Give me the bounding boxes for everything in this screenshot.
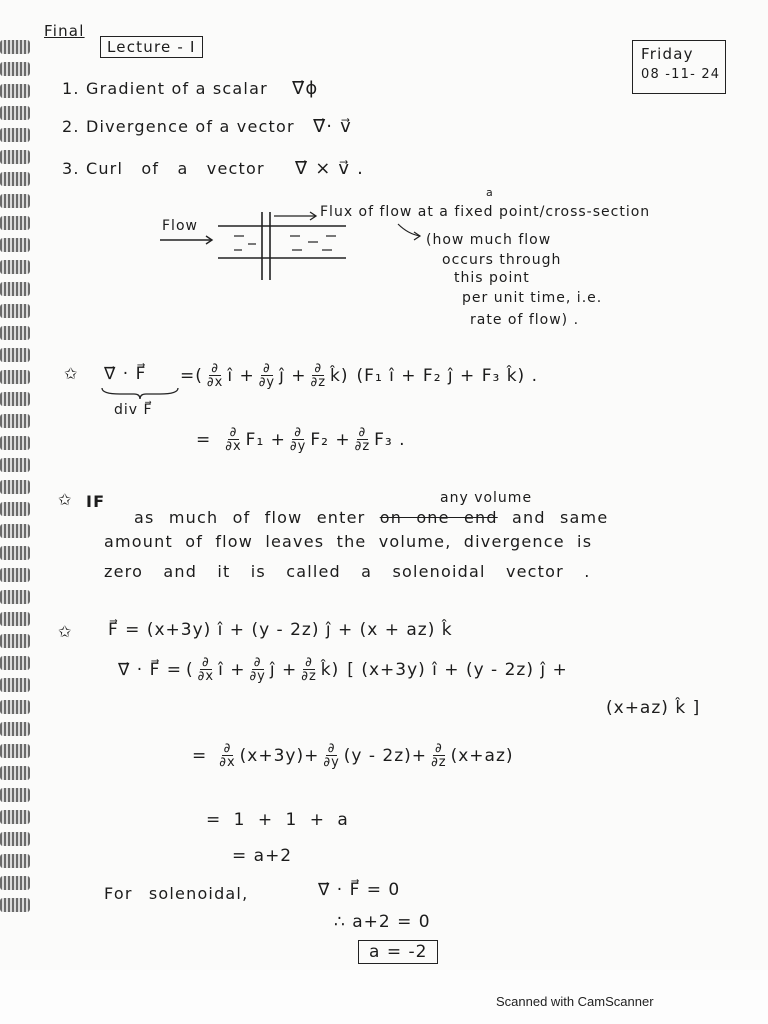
scanner-watermark: Scanned with CamScanner <box>496 994 654 1009</box>
example-vector-line-1: [ (x+3y) î + (y - 2z) ĵ + <box>347 659 568 680</box>
spiral-ring <box>0 62 30 76</box>
spiral-ring <box>0 370 30 384</box>
date-box <box>632 40 726 94</box>
flow-label: Flow <box>162 218 198 234</box>
spiral-ring <box>0 854 30 868</box>
topic-3 <box>62 158 364 179</box>
term: F₂ + <box>310 429 351 450</box>
explanation-line-4: per unit time, i.e. <box>462 290 603 306</box>
spiral-ring <box>0 392 30 406</box>
spiral-ring <box>0 546 30 560</box>
condition-expression: ∇⃗ · F⃗ = 0 <box>318 880 401 900</box>
term: (x+3y)+ <box>239 745 320 766</box>
star-marker-2: ✩ <box>58 490 72 509</box>
spiral-ring <box>0 282 30 296</box>
frac-num: ∂ <box>223 741 232 756</box>
note-line-2: amount of flow leaves the volume, divergence is <box>104 532 593 551</box>
spiral-ring <box>0 238 30 252</box>
div-line-1: =( $\frac{\partial}{\partial x}$ î + $\frac{\partial}{\partial y}$ ĵ + $\frac{\partial}{\partial z}$ k̂ ) (F₁ î + F₂ ĵ + F₃ k̂) . <box>180 361 538 390</box>
frac-den: ∂y <box>289 439 307 454</box>
example-vector-line-2: (x+az) k̂ ] <box>606 698 701 718</box>
div-line-2: = $\frac{\partial}{\partial x}$ F₁ + $\frac{\partial}{\partial y}$ F₂ + $\frac{\partial}{\partial z}$ F₃ . <box>196 425 406 454</box>
spiral-ring <box>0 414 30 428</box>
frac-den: ∂y <box>258 375 276 390</box>
example-step-3: = a+2 <box>232 846 293 866</box>
spiral-ring <box>0 194 30 208</box>
example-div-prefix: ∇⃗ · F⃗ = <box>118 659 183 680</box>
topic-3-number: 3. <box>62 159 80 178</box>
frac-den: ∂z <box>301 669 317 684</box>
underbrace <box>100 386 180 400</box>
unit-term: î + <box>227 365 255 386</box>
explanation-line-1: (how much flow <box>426 232 552 248</box>
condition-label: For solenoidal, <box>104 884 249 903</box>
frac-den: ∂x <box>197 669 215 684</box>
unit-term: k̂ <box>330 365 341 386</box>
day-label: Friday <box>641 45 694 63</box>
spiral-ring <box>0 348 30 362</box>
star-marker-3: ✩ <box>58 622 72 641</box>
frac-den: ∂x <box>225 439 242 454</box>
frac-den: ∂y <box>323 755 340 770</box>
unit-term: ĵ + <box>279 365 307 386</box>
spiral-ring <box>0 480 30 494</box>
spiral-ring <box>0 216 30 230</box>
spiral-ring <box>0 106 30 120</box>
explanation-line-5: rate of flow) . <box>470 312 580 328</box>
frac-den: ∂z <box>354 439 371 454</box>
unit-term: î + <box>218 659 246 680</box>
example-step-2: = 1 + 1 + a <box>206 810 349 830</box>
equals: = <box>192 745 208 766</box>
term: (x+az) <box>450 745 514 766</box>
spiral-ring <box>0 260 30 274</box>
frac-num: ∂ <box>211 361 219 376</box>
spiral-ring <box>0 436 30 450</box>
spiral-ring <box>0 128 30 142</box>
frac-den: ∂z <box>310 375 327 390</box>
spiral-ring <box>0 590 30 604</box>
if-word: IF <box>86 492 106 511</box>
topic-1-symbol: ∇⃗ϕ <box>292 78 319 99</box>
frac-num: ∂ <box>434 741 443 756</box>
final-label: Final <box>44 22 85 40</box>
topic-2 <box>62 116 352 137</box>
note-line-1 <box>134 508 608 527</box>
frac-num: ∂ <box>202 655 210 670</box>
unit-term: k̂ <box>320 659 332 680</box>
note-line-3: zero and it is called a solenoidal vector . <box>104 562 591 581</box>
note-insert: any volume <box>440 490 533 506</box>
spiral-ring <box>0 568 30 582</box>
spiral-binding <box>0 40 34 940</box>
spiral-ring <box>0 700 30 714</box>
explanation-pointer-arrow <box>396 222 426 242</box>
spiral-ring <box>0 766 30 780</box>
vector-components: (F₁ î + F₂ ĵ + F₃ k̂) . <box>356 365 538 386</box>
frac-den: ∂z <box>431 755 447 770</box>
spiral-ring <box>0 876 30 890</box>
spiral-ring <box>0 612 30 626</box>
div-lhs: ∇⃗ · F⃗ <box>104 364 147 384</box>
final-answer: a = -2 <box>358 940 438 964</box>
frac-num: ∂ <box>294 425 302 440</box>
spiral-ring <box>0 40 30 54</box>
flux-title: Flux of flow at a fixed point/cross-section <box>320 204 651 220</box>
note-struck-text: on one end <box>379 508 498 527</box>
topic-1 <box>62 78 318 99</box>
frac-den: ∂x <box>206 375 224 390</box>
spiral-ring <box>0 832 30 846</box>
spiral-ring <box>0 788 30 802</box>
spiral-ring <box>0 172 30 186</box>
explanation-line-2: occurs through <box>442 252 562 268</box>
explanation-line-3: this point <box>454 270 530 286</box>
spiral-ring <box>0 810 30 824</box>
topic-1-number: 1. <box>62 79 80 98</box>
frac-num: ∂ <box>229 425 238 440</box>
spiral-ring <box>0 524 30 538</box>
frac-num: ∂ <box>314 361 323 376</box>
star-marker-1: ✩ <box>64 364 78 383</box>
flux-title-superscript: a <box>486 186 494 199</box>
note-line-1-start: as much of flow enter <box>134 508 366 527</box>
flow-dashes <box>234 236 336 250</box>
term: F₃ . <box>374 429 406 450</box>
div-caption: div F⃗ <box>114 402 153 418</box>
frac-den: ∂x <box>219 755 236 770</box>
spiral-ring <box>0 502 30 516</box>
topic-3-symbol: ∇⃗ × v⃗ . <box>295 158 365 179</box>
unit-term: ĵ + <box>269 659 298 680</box>
term: (y - 2z)+ <box>343 745 428 766</box>
topic-2-symbol: ∇⃗· v⃗ <box>313 116 352 137</box>
frac-num: ∂ <box>253 655 262 670</box>
frac-num: ∂ <box>358 425 367 440</box>
lecture-label: Lecture - I <box>100 36 203 58</box>
example-step-1 <box>192 742 514 769</box>
spiral-ring <box>0 150 30 164</box>
spiral-ring <box>0 898 30 912</box>
spiral-ring <box>0 744 30 758</box>
topic-3-text: Curl of a vector <box>85 159 265 178</box>
example-F-definition: F⃗ = (x+3y) î + (y - 2z) ĵ + (x + az) k̂ <box>108 620 453 640</box>
term: F₁ + <box>245 429 286 450</box>
spiral-ring <box>0 656 30 670</box>
topic-2-text: Divergence of a vector <box>85 117 295 136</box>
spiral-ring <box>0 304 30 318</box>
frac-num: ∂ <box>327 741 336 756</box>
topic-2-number: 2. <box>62 117 80 136</box>
spiral-ring <box>0 84 30 98</box>
example-div-line: ∇⃗ · F⃗ = ( $\frac{\partial}{\partial x}$ î + $\frac{\partial}{\partial y}$ ĵ + $\frac{\partial}{\partial z}$ k̂ ) [ (x+3y) î + (y - 2z) ĵ + <box>118 655 568 684</box>
frac-den: ∂y <box>249 669 266 684</box>
date-label: 08 -11- 24 <box>641 67 721 82</box>
spiral-ring <box>0 678 30 692</box>
topic-1-text: Gradient of a scalar <box>85 79 268 98</box>
frac-num: ∂ <box>263 361 271 376</box>
spiral-ring <box>0 458 30 472</box>
therefore-line: ∴ a+2 = 0 <box>334 912 431 932</box>
note-line-1-end: and same <box>512 508 609 527</box>
spiral-ring <box>0 722 30 736</box>
spiral-ring <box>0 634 30 648</box>
spiral-ring <box>0 326 30 340</box>
frac-num: ∂ <box>305 655 313 670</box>
